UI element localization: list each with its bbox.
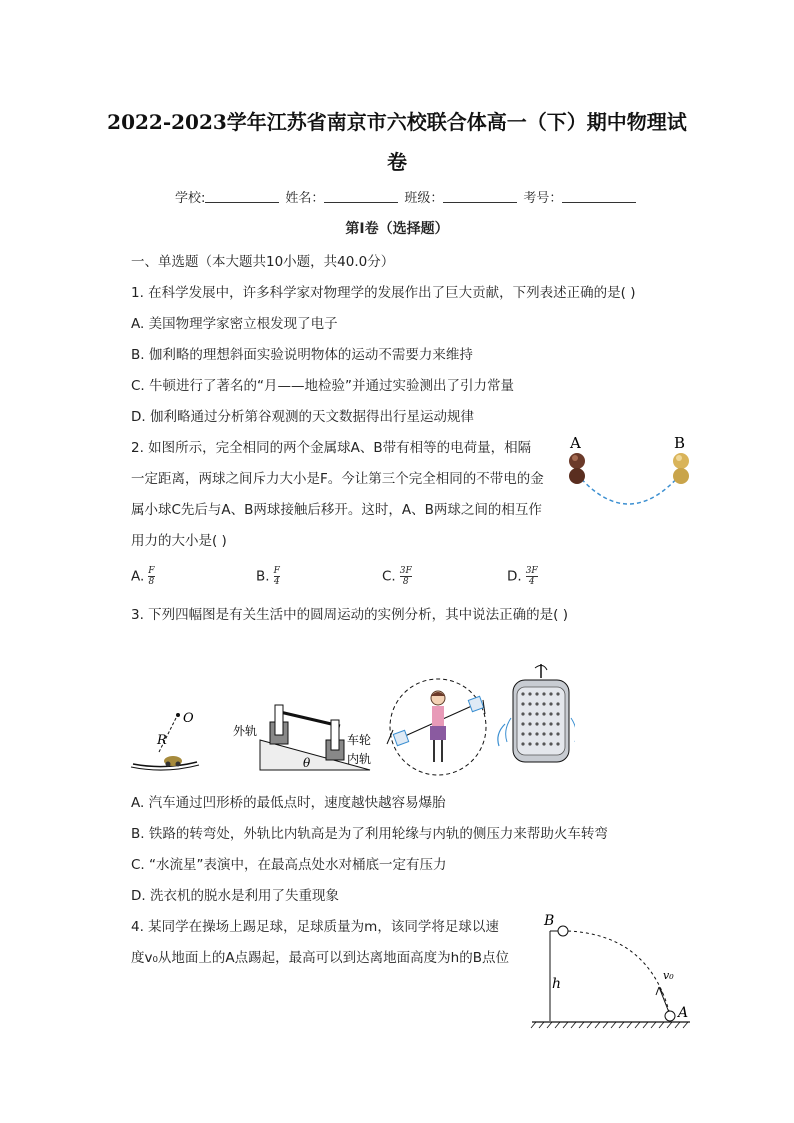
- name-label: 姓名：: [285, 191, 325, 206]
- q1-option-a: A. 美国物理学家密立根发现了电子: [131, 316, 338, 332]
- q3-figure-water-meteor: [387, 679, 486, 775]
- q2-line2: 一定距离，两球之间斥力大小是F。今让第三个完全相同的不带电的金: [131, 471, 544, 487]
- q1-stem: 1. 在科学发展中，许多科学家对物理学的发展作出了巨大贡献，下列表述正确的是( ): [131, 285, 636, 301]
- q2-ball-b-bottom: [673, 468, 689, 484]
- svg-text:O: O: [183, 711, 194, 726]
- ball-at-b: [558, 926, 568, 936]
- q2-figure-charged-balls: [560, 430, 700, 514]
- q3-figure-concave-bridge: [131, 711, 199, 770]
- class-label: 班级：: [404, 191, 444, 206]
- svg-text:车轮: 车轮: [347, 733, 372, 747]
- q2-option-c: C. $\frac{3F}{8}$: [382, 566, 412, 587]
- q4-line1: 4. 某同学在操场上踢足球，足球质量为m，该同学将足球以速: [131, 919, 499, 935]
- svg-text:R: R: [157, 733, 167, 748]
- svg-text:内轨: 内轨: [347, 752, 372, 766]
- q1-option-d: D. 伽利略通过分析第谷观测的天文数据得出行星运动规律: [131, 409, 474, 425]
- exam-number-blank[interactable]: [562, 189, 636, 203]
- q2-figure-label-b: B: [674, 434, 686, 452]
- q3-option-c: C. “水流星”表演中，在最高点处水对桶底一定有压力: [131, 857, 447, 873]
- q3-stem: 3. 下列四幅图是有关生活中的圆周运动的实例分析，其中说法正确的是( ): [131, 607, 568, 623]
- q4-line2: 度v₀从地面上的A点踢起，最高可以到达离地面高度为h的B点位: [131, 950, 509, 966]
- q3-option-b: B. 铁路的转弯处，外轨比内轨高是为了利用轮缘与内轨的侧压力来帮助火车转弯: [131, 826, 608, 842]
- student-info-row: [175, 187, 642, 206]
- svg-text:h: h: [552, 976, 562, 992]
- q3-figure-railway-curve: [233, 705, 371, 770]
- class-blank[interactable]: [443, 189, 517, 203]
- svg-text:B: B: [544, 913, 555, 929]
- svg-text:θ: θ: [303, 756, 311, 770]
- exam-number-label: 考号：: [523, 191, 563, 206]
- name-blank[interactable]: [324, 189, 398, 203]
- school-label: 学校:: [175, 191, 206, 206]
- section-title: 第Ⅰ卷（选择题）: [345, 221, 449, 237]
- q1-option-c: C. 牛顿进行了著名的“月——地检验”并通过实验测出了引力常量: [131, 378, 514, 394]
- q3-figure-washing-drum: [498, 664, 575, 762]
- q3-option-a: A. 汽车通过凹形桥的最低点时，速度越快越容易爆胎: [131, 795, 446, 811]
- part-heading: 一、单选题（本大题共10小题，共40.0分）: [131, 254, 395, 270]
- ball-at-a: [665, 1011, 675, 1021]
- q2-ball-b-top: [673, 453, 689, 469]
- svg-text:A: A: [678, 1005, 689, 1021]
- q2-line1: 2. 如图所示，完全相同的两个金属球A、B带有相等的电荷量，相隔: [131, 440, 532, 456]
- svg-text:外轨: 外轨: [233, 724, 258, 738]
- trajectory-path: [568, 931, 670, 1015]
- q3-figures: [125, 660, 575, 780]
- q3-option-d: D. 洗衣机的脱水是利用了失重现象: [131, 888, 339, 904]
- school-blank[interactable]: [205, 189, 279, 203]
- q2-option-b: B. $\frac{F}{4}$: [256, 566, 280, 587]
- q2-ball-a-bottom: [569, 468, 585, 484]
- q2-line4: 用力的大小是( ): [131, 533, 227, 549]
- q2-figure-label-a: A: [570, 434, 581, 452]
- exam-title-line1: 2022-2023学年江苏省南京市六校联合体高一（下）期中物理试: [107, 110, 687, 134]
- q2-line3: 属小球C先后与A、B两球接触后移开。这时，A、B两球之间的相互作: [131, 502, 542, 518]
- svg-text:v₀: v₀: [663, 969, 674, 982]
- q1-option-b: B. 伽利略的理想斜面实验说明物体的运动不需要力来维持: [131, 347, 473, 363]
- q2-option-a: A. $\frac{F}{8}$: [131, 566, 155, 587]
- q4-figure-football-trajectory: [530, 905, 700, 1030]
- q2-figure-thread: [577, 474, 681, 504]
- exam-title-line2: 卷: [387, 150, 407, 174]
- q2-ball-a-top: [569, 453, 585, 469]
- q2-option-d: D. $\frac{3F}{4}$: [507, 566, 538, 587]
